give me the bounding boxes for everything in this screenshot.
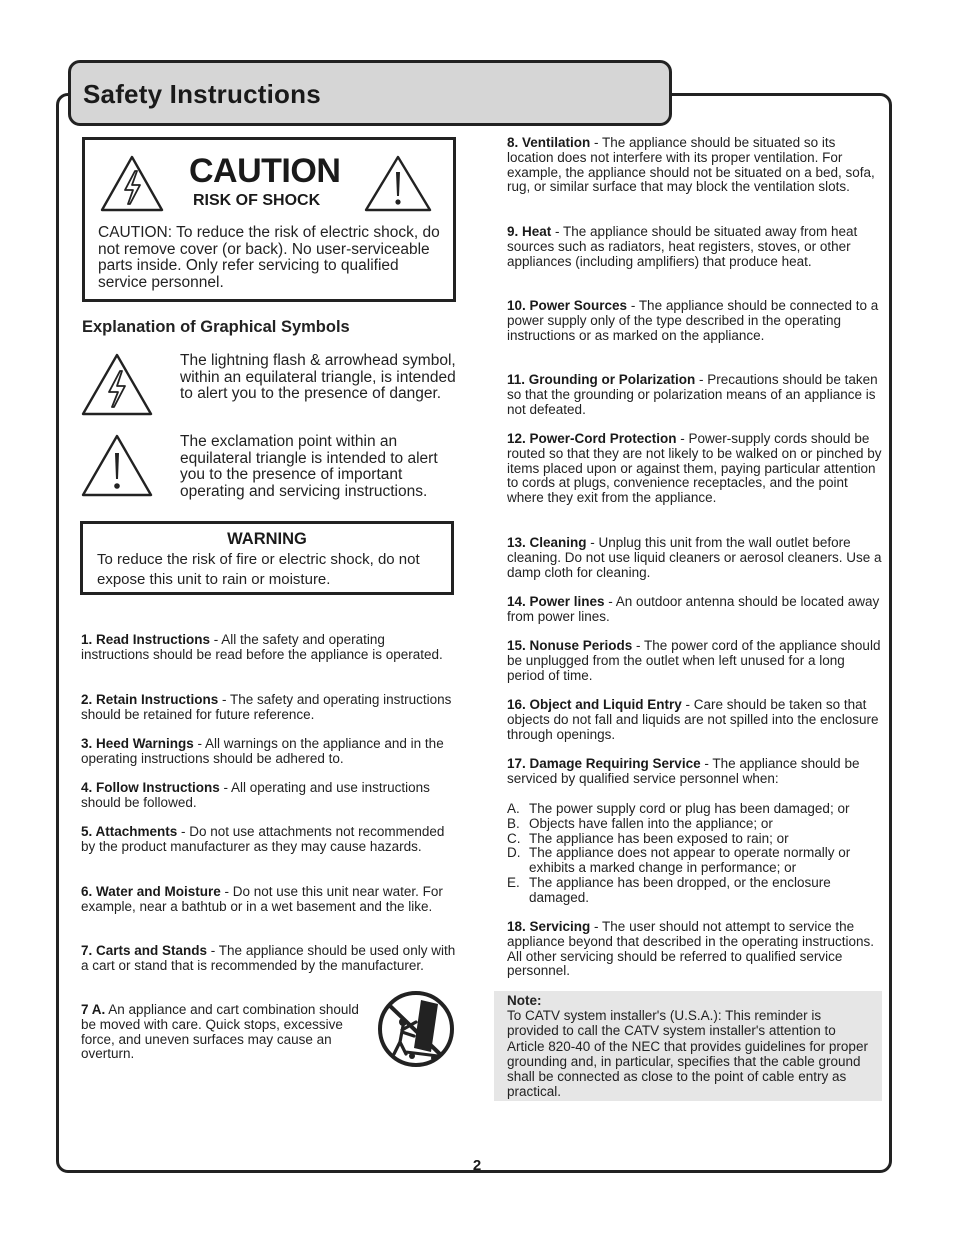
list-item: E. The appliance has been dropped, or the enclosure damaged. (507, 874, 831, 905)
caution-title: CAUTION (189, 152, 341, 190)
note-text: To CATV system installer's (U.S.A.): This reminder is provided to call the CATV system installer's attention to Article 820-40 of the NEC that provides guidelines for proper grounding and, in particular, specifies that the cable ground shall be connected as close to the point of cable entry as practical. (507, 1008, 868, 1100)
warning-box (80, 521, 454, 595)
list-item-4: 4. Follow Instructions - All operating and use instructions should be followed. (81, 780, 430, 810)
page-number: 2 (472, 1157, 482, 1174)
list-item-5: 5. Attachments - Do not use attachments not recommended by the product manufacturer as they may cause hazards. (81, 824, 445, 854)
list-item-1: 1. Read Instructions - All the safety and operating instructions should be read before the appliance is operated. (81, 632, 443, 662)
lightning-symbol-text: The lightning flash & arrowhead symbol, within an equilateral triangle, is intended to alert you to the presence of danger. (180, 352, 456, 402)
list-item-8: 8. Ventilation - The appliance should be situated so its location does not interfere with its proper ventilation. For example, the appliance should not be situated on a bed, sofa, rug, or similar surface that may block the ventilation slots. (507, 135, 875, 195)
list-item-12: 12. Power-Cord Protection - Power-supply cords should be routed so that they are not likely to be walked on or pinched by items placed upon or against them, paying particular attention to cords at plugs, convenience receptacles, and the point where they exit from the appliance. (507, 431, 882, 506)
list-item: D. The appliance does not appear to operate normally or exhibits a marked change in performance; or (507, 845, 851, 876)
caution-box (82, 137, 456, 302)
list-item: C. The appliance has been exposed to rain; or (507, 830, 789, 846)
list-item-18: 18. Servicing - The user should not attempt to service the appliance beyond that described in the operating instructions. All other servicing should be referred to qualified service personnel. (507, 919, 874, 979)
list-item-2: 2. Retain Instructions - The safety and operating instructions should be retained for future reference. (81, 692, 452, 722)
list-item-13: 13. Cleaning - Unplug this unit from the wall outlet before cleaning. Do not use liquid cleaners or aerosol cleaners. Use a damp cloth for cleaning. (507, 535, 882, 580)
list-item-7: 7. Carts and Stands - The appliance should be used only with a cart or stand that is recommended by the manufacturer. (81, 943, 456, 973)
list-item: B. Objects have fallen into the appliance; or (507, 815, 773, 831)
list-item-16: 16. Object and Liquid Entry - Care should be taken so that objects do not fall and liquids are not spilled into the enclosure through openings. (507, 697, 879, 742)
list-item-11: 11. Grounding or Polarization - Precautions should be taken so that the grounding or polarization means of an appliance is not defeated. (507, 372, 878, 417)
note-label: Note: (507, 993, 542, 1008)
exclamation-symbol-text: The exclamation point within an equilateral triangle is intended to alert you to the presence of important operating and servicing instructions. (180, 433, 438, 500)
list-item-10: 10. Power Sources - The appliance should be connected to a power supply only of the type described in the operating instructions or as marked on the appliance. (507, 298, 879, 343)
cart-tipover-icon (376, 990, 456, 1068)
warning-title: WARNING (227, 530, 307, 548)
page-title: Safety Instructions (83, 79, 321, 109)
warning-text: To reduce the risk of fire or electric shock, do not expose this unit to rain or moisture. (97, 551, 420, 588)
note-box (494, 991, 882, 1101)
symbols-heading: Explanation of Graphical Symbols (82, 318, 350, 336)
caution-text: CAUTION: To reduce the risk of electric shock, do not remove cover (or back). No user-serviceable parts inside. Only refer servicing to qualified service personnel. (98, 224, 440, 291)
damage-list (507, 802, 882, 906)
list-item-7a: 7 A. An appliance and cart combination should be moved with care. Quick stops, excessive force, and uneven surfaces may cause an overturn. (81, 1002, 359, 1062)
list-item-3: 3. Heed Warnings - All warnings on the appliance and in the operating instructions should be adhered to. (81, 736, 444, 766)
lightning-triangle-icon (80, 352, 154, 418)
title-tab (68, 60, 672, 126)
exclamation-triangle-icon (80, 433, 154, 499)
list-item-15: 15. Nonuse Periods - The power cord of the appliance should be unplugged from the outlet when left unused for a long period of time. (507, 638, 881, 683)
list-item-17: 17. Damage Requiring Service - The appliance should be serviced by qualified service personnel when: (507, 756, 860, 786)
list-item-14: 14. Power lines - An outdoor antenna should be located away from power lines. (507, 594, 880, 624)
list-item-9: 9. Heat - The appliance should be situated away from heat sources such as radiators, heat registers, stoves, or other appliances (including amplifiers) that produce heat. (507, 224, 858, 269)
list-item: A. The power supply cord or plug has been damaged; or (507, 801, 850, 816)
caution-subtitle: RISK OF SHOCK (193, 192, 321, 209)
lightning-triangle-icon (99, 154, 165, 214)
exclamation-triangle-icon (363, 154, 433, 214)
list-item-6: 6. Water and Moisture - Do not use this unit near water. For example, near a bathtub or in a wet basement and the like. (81, 884, 443, 914)
